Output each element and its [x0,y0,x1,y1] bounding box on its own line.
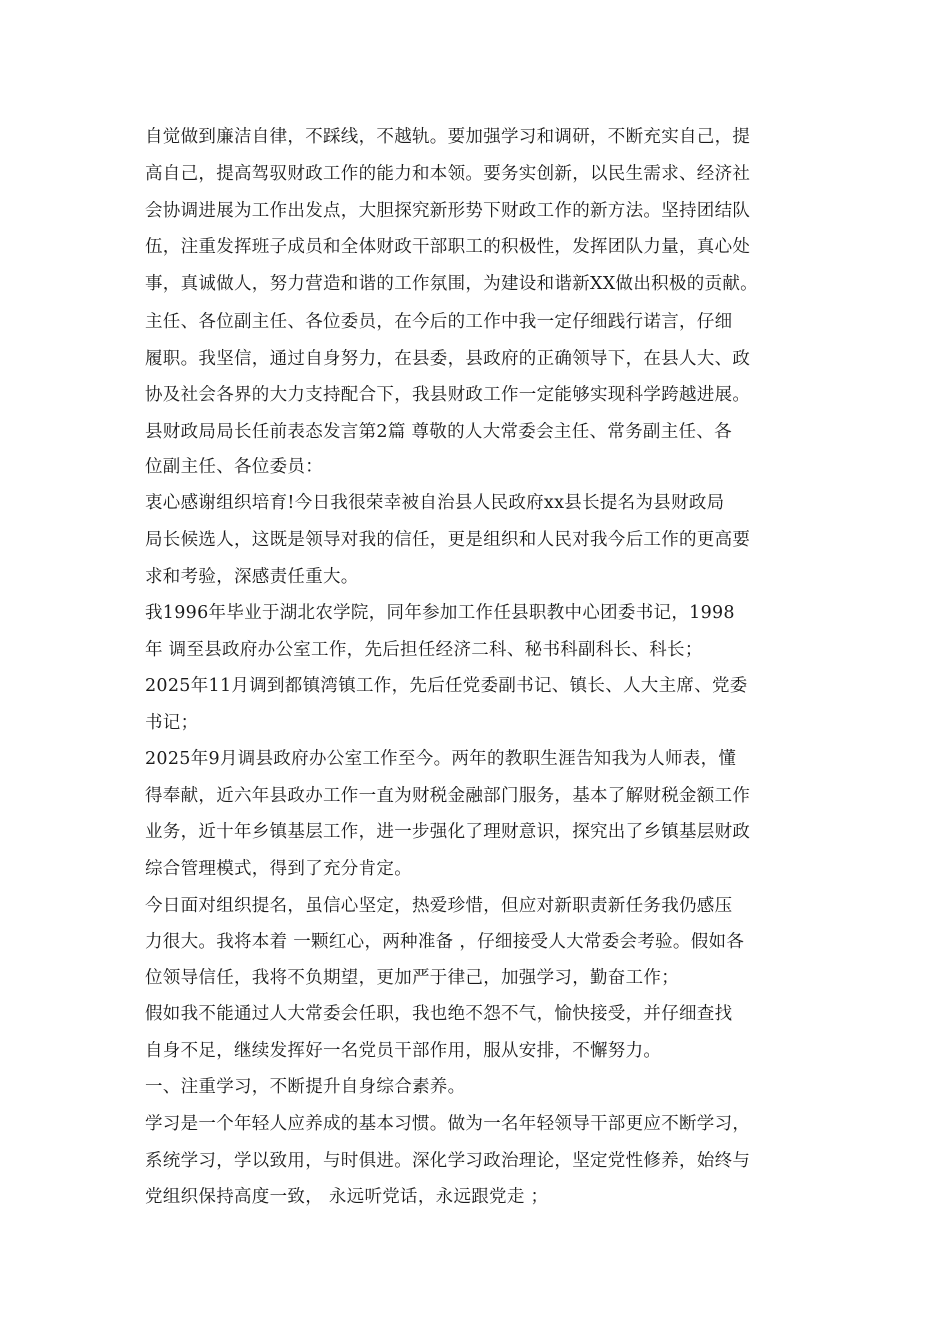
text-line: 县财政局局长任前表态发言第2篇 尊敬的人大常委会主任、常务副主任、各 [145,422,732,442]
text-line: 自身不足，继续发挥好一名党员干部作用，服从安排，不懈努力。 [145,1041,662,1061]
text-line: 2025年9月调县政府办公室工作至今。两年的教职生涯告知我为人师表，懂 [145,749,737,769]
text-line: 得奉献，近六年县政办工作一直为财税金融部门服务，基本了解财税金额工作 [145,786,751,806]
text-line: 衷心感谢组织培育!今日我很荣幸被自治县人民政府xx县长提名为县财政局 [145,493,725,513]
text-line: 假如我不能通过人大常委会任职，我也绝不怨不气，愉快接受，并仔细查找 [145,1004,733,1024]
text-line: 履职。我坚信，通过自身努力，在县委，县政府的正确领导下，在县人大、政 [145,349,751,369]
text-line: 书记； [145,713,199,733]
text-line: 我1996年毕业于湖北农学院，同年参加工作任县职教中心团委书记，1998 [145,603,735,623]
text-line: 力很大。我将本着 一颗红心，两种准备 ，仔细接受人大常委会考验。假如各 [145,932,745,952]
text-line: 求和考验，深感责任重大。 [145,567,359,587]
text-line: 2025年11月调到都镇湾镇工作，先后任党委副书记、镇长、人大主席、党委 [145,676,748,696]
text-line: 事，真诚做人，努力营造和谐的工作氛围，为建设和谐新XX做出积极的贡献。 [145,274,758,294]
text-line: 协及社会各界的大力支持配合下，我县财政工作一定能够实现科学跨越进展。 [145,385,751,405]
text-line: 主任、各位副主任、各位委员，在今后的工作中我一定仔细践行诺言，仔细 [145,312,733,332]
section-heading: 一、注重学习，不断提升自身综合素养。 [145,1077,466,1097]
text-line: 伍，注重发挥班子成员和全体财政干部职工的积极性，发挥团队力量，真心处 [145,237,751,257]
text-line: 位领导信任，我将不负期望，更加严于律己，加强学习，勤奋工作； [145,968,679,988]
text-line: 位副主任、各位委员： [145,457,323,477]
text-line: 业务，近十年乡镇基层工作，进一步强化了理财意识，探究出了乡镇基层财政 [145,822,751,842]
text-line: 学习是一个年轻人应养成的基本习惯。做为一名年轻领导干部更应不断学习， [145,1114,751,1134]
text-line: 系统学习，学以致用，与时俱进。深化学习政治理论，坚定党性修养，始终与 [145,1151,751,1171]
text-line: 年 调至县政府办公室工作，先后担任经济二科、秘书科副科长、科长； [145,640,703,660]
text-line: 自觉做到廉洁自律，不踩线，不越轨。要加强学习和调研，不断充实自己，提 [145,127,751,147]
text-line: 局长候选人，这既是领导对我的信任，更是组织和人民对我今后工作的更高要 [145,530,751,550]
text-line: 会协调进展为工作出发点，大胆探究新形势下财政工作的新方法。坚持团结队 [145,201,751,221]
text-line: 综合管理模式，得到了充分肯定。 [145,859,412,879]
text-line: 党组织保持高度一致， 永远听党话，永远跟党走 ； [145,1187,549,1207]
text-line: 今日面对组织提名，虽信心坚定，热爱珍惜，但应对新职责新任务我仍感压 [145,896,733,916]
text-line: 高自己，提高驾驭财政工作的能力和本领。要务实创新，以民生需求、经济社 [145,164,751,184]
